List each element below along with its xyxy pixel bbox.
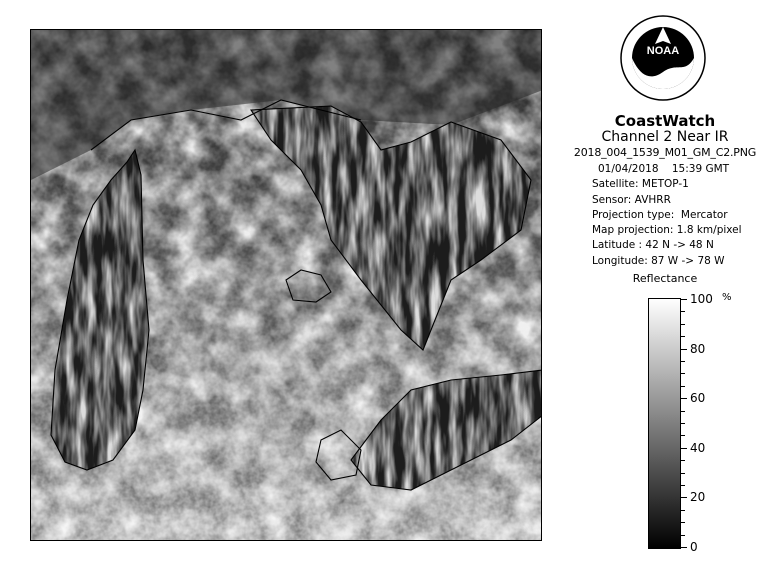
colorbar-minor-tick: [681, 485, 685, 486]
longitude-range: Longitude: 87 W -> 78 W: [592, 254, 725, 267]
colorbar-minor-tick: [681, 435, 685, 436]
colorbar-minor-tick: [681, 311, 685, 312]
colorbar-tick-label: 0: [690, 540, 698, 554]
sensor: Sensor: AVHRR: [592, 193, 671, 206]
colorbar-tick-label: 20: [690, 490, 706, 505]
colorbar-tick: [681, 497, 687, 498]
datetime: 01/04/2018 15:39 GMT: [598, 163, 730, 175]
colorbar-tick: [681, 299, 687, 300]
metadata-block: [592, 162, 742, 269]
satellite-image: [31, 30, 542, 541]
noaa-seal-icon: [619, 14, 707, 102]
reflectance-colorbar: [648, 298, 681, 549]
colorbar-tick-label: 80: [690, 341, 706, 356]
channel-subtitle: Channel 2 Near IR: [601, 129, 729, 145]
satellite-map: [30, 29, 542, 541]
projection-type: Projection type: Mercator: [592, 208, 728, 221]
colorbar-title: Reflectance: [632, 272, 698, 285]
colorbar-minor-tick: [681, 510, 685, 511]
colorbar-minor-tick: [681, 373, 685, 374]
colorbar-tick-label: 60: [690, 391, 706, 406]
colorbar-tick: [681, 448, 687, 449]
colorbar-minor-tick: [681, 522, 685, 523]
logo-text: NOAA: [646, 45, 680, 57]
colorbar-minor-tick: [681, 386, 685, 387]
colorbar-tick: [681, 349, 687, 350]
product-title: CoastWatch: [614, 112, 716, 130]
latitude-range: Latitude : 42 N -> 48 N: [592, 239, 714, 252]
colorbar-minor-tick: [681, 336, 685, 337]
colorbar-minor-tick: [681, 324, 685, 325]
colorbar-unit: %: [722, 292, 732, 303]
colorbar-minor-tick: [681, 423, 685, 424]
colorbar-minor-tick: [681, 473, 685, 474]
colorbar-minor-tick: [681, 460, 685, 461]
colorbar-minor-tick: [681, 361, 685, 362]
map-projection: Map projection: 1.8 km/pixel: [592, 224, 742, 237]
colorbar-tick: [681, 547, 687, 548]
colorbar-tick: [681, 398, 687, 399]
satellite: Satellite: METOP-1: [592, 178, 689, 191]
file-name: 2018_004_1539_M01_GM_C2.PNG: [573, 146, 757, 159]
colorbar-tick-label: 40: [690, 440, 706, 455]
colorbar-tick-label: 100: [690, 292, 713, 306]
colorbar-minor-tick: [681, 535, 685, 536]
colorbar-minor-tick: [681, 411, 685, 412]
